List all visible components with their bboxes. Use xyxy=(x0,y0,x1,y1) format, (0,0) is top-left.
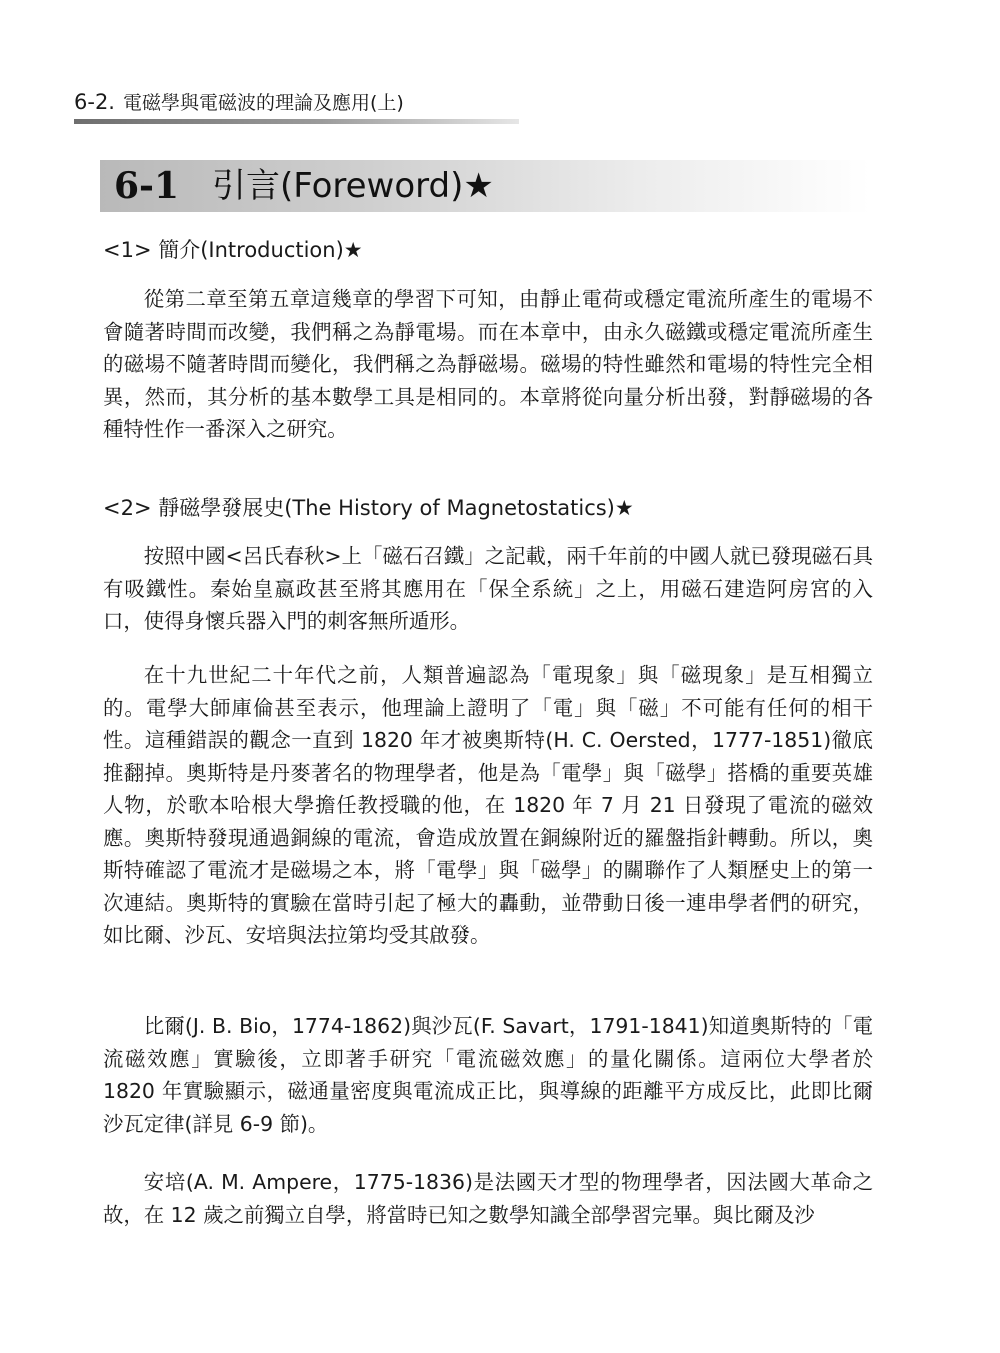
paragraph-oersted: 在十九世紀二十年代之前，人類普遍認為「電現象」與「磁現象」是互相獨立的。電學大師庫倫甚至表示，他理論上證明了「電」與「磁」不可能有任何的相干性。這種錯誤的觀念一直到 1820 年才被奧斯特(H. C. Oersted，1777-1851)徹底推翻掉。奧斯特是丹麥著名的物理學者，他是為「電學」與「磁學」搭橋的重要英雄人物，於歌本哈根大學擔任教授職的他，在 1820 年 7 月 21 日發現了電流的磁效應。奧斯特發現通過銅線的電流，會造成放置在銅線附近的羅盤指針轉動。所以，奧斯特確認了電流才是磁場之本，將「電學」與「磁學」的關聯作了人類歷史上的第一次連結。奧斯特的實驗在當時引起了極大的轟動，並帶動日後一連串學者們的研究，如比爾、沙瓦、安培與法拉第均受其啟發。 xyxy=(103,663,873,947)
running-header-text xyxy=(74,90,404,115)
section-title: 引言(Foreword)★ xyxy=(212,166,494,206)
section-heading-bar xyxy=(100,160,870,212)
subsection-heading-introduction: <1> 簡介(Introduction)★ xyxy=(103,238,363,262)
page-number: 6-2. xyxy=(74,90,115,114)
header-rule xyxy=(74,119,519,124)
paragraph-biot-savart: 比爾(J. B. Bio，1774-1862)與沙瓦(F. Savart，1791-1841)知道奧斯特的「電流磁效應」實驗後，立即著手研究「電流磁效應」的量化關係。這兩位大學者於 1820 年實驗顯示，磁通量密度與電流成正比，與導線的距離平方成反比，此即比爾沙瓦定律(詳見 6-9 節)。 xyxy=(103,1014,873,1136)
paragraph-introduction: 從第二章至第五章這幾章的學習下可知，由靜止電荷或穩定電流所產生的電場不會隨著時間而改變，我們稱之為靜電場。而在本章中，由永久磁鐵或穩定電流所產生的磁場不隨著時間而變化，我們稱之為靜磁場。磁場的特性雖然和電場的特性完全相異，然而，其分析的基本數學工具是相同的。本章將從向量分析出發，對靜磁場的各種特性作一番深入之研究。 xyxy=(103,287,873,441)
running-header xyxy=(74,84,519,124)
subsection-heading-history: <2> 靜磁學發展史(The History of Magnetostatics)★ xyxy=(103,496,634,520)
paragraph-magnetite: 按照中國<呂氏春秋>上「磁石召鐵」之記載，兩千年前的中國人就已發現磁石具有吸鐵性。秦始皇嬴政甚至將其應用在「保全系統」之上，用磁石建造阿房宮的入口，使得身懷兵器入門的刺客無所遁形。 xyxy=(103,544,873,633)
paragraph-ampere: 安培(A. M. Ampere，1775-1836)是法國天才型的物理學者，因法國大革命之故，在 12 歲之前獨立自學，將當時已知之數學知識全部學習完畢。與比爾及沙 xyxy=(103,1170,873,1227)
chapter-title: 電磁學與電磁波的理論及應用(上) xyxy=(122,92,404,114)
section-number: 6-1 xyxy=(114,165,180,207)
